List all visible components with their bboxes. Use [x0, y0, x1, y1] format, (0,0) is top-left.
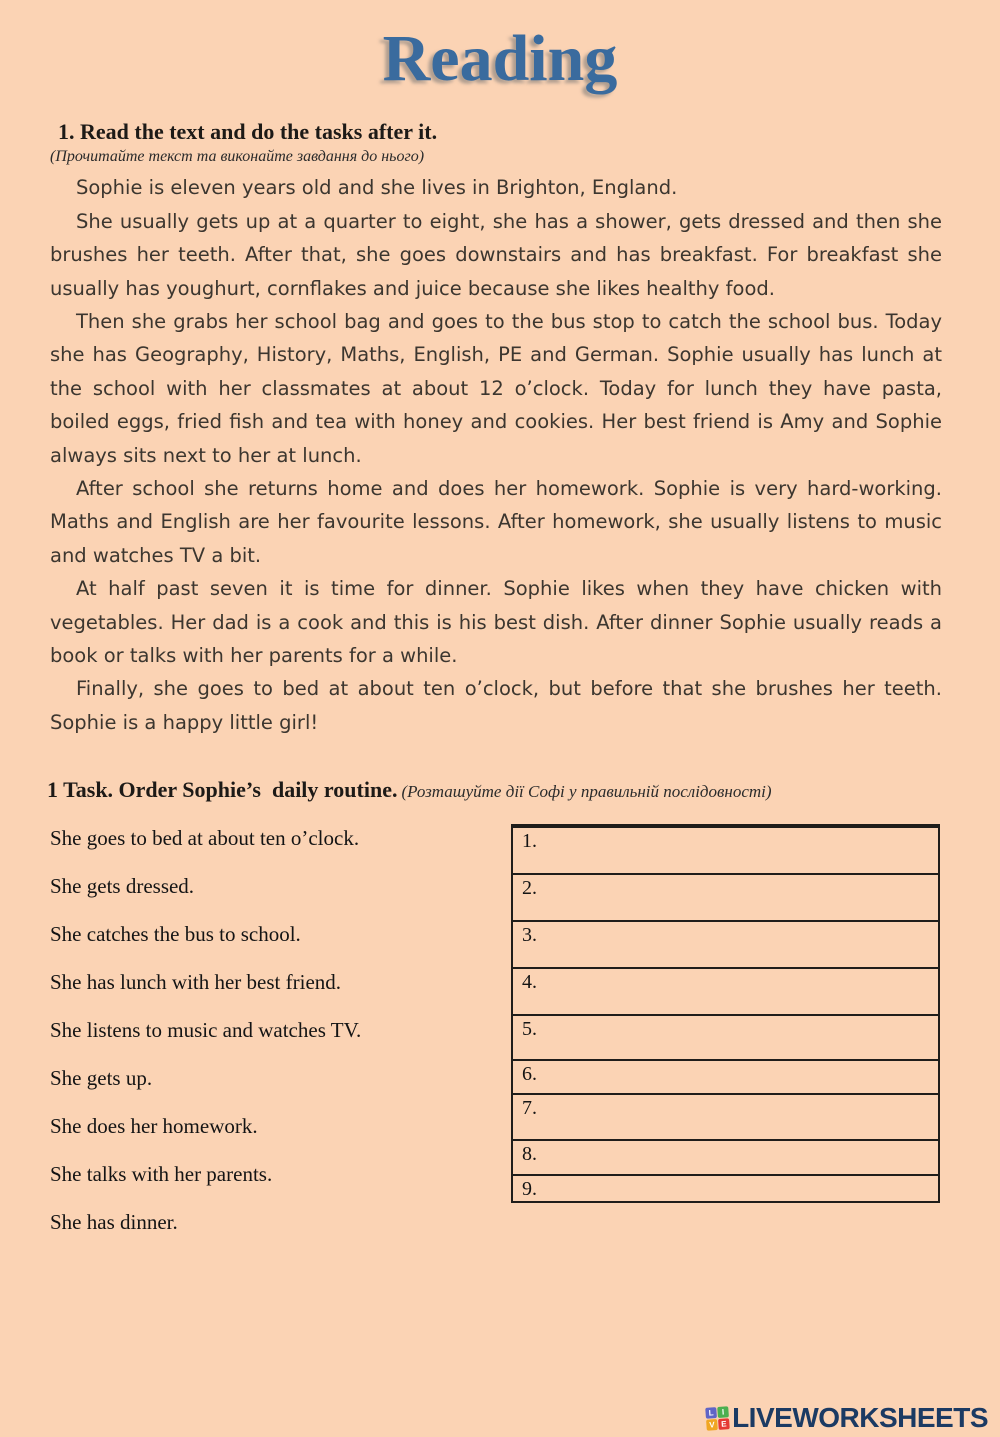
answer-cell[interactable]: 9.: [513, 1174, 938, 1201]
paragraph: Then she grabs her school bag and goes to the bus stop to catch the school bus. Today she has Geography, History, Maths, English, PE and German. Sophie usually has lunch at the school with her classmates at about 12 o’clock. Today for lunch they have pasta, boiled eggs, fried fish and tea with honey and cookies. Her best friend is Amy and Sophie always sits next to her at lunch.: [50, 309, 942, 467]
order-task-heading: 1 Task. Order Sophie’s daily routine.: [47, 777, 398, 803]
order-task-heading-row: [47, 776, 940, 804]
routine-list: [50, 824, 511, 1258]
reading-text: [50, 171, 942, 739]
logo-tile: E: [718, 1418, 730, 1430]
answer-cell[interactable]: 7.: [513, 1093, 938, 1139]
routine-item: She gets up.: [50, 1065, 153, 1090]
routine-item: She talks with her parents.: [50, 1161, 273, 1186]
liveworksheets-logo: [706, 1402, 988, 1434]
answer-cell[interactable]: 6.: [513, 1059, 938, 1093]
answer-table: [511, 824, 940, 1203]
routine-item: She goes to bed at about ten o’clock.: [50, 825, 360, 850]
routine-item: She gets dressed.: [50, 873, 195, 898]
paragraph: Finally, she goes to bed at about ten o’clock, but before that she brushes her teeth. Sophie is a happy little girl!: [50, 677, 942, 734]
answer-cell[interactable]: 1.: [513, 826, 938, 873]
order-task-body: [50, 824, 940, 1258]
answer-cell[interactable]: 3.: [513, 920, 938, 967]
routine-item: She has dinner.: [50, 1209, 178, 1234]
answer-cell[interactable]: 2.: [513, 873, 938, 920]
liveworksheets-wordmark: LIVEWORKSHEETS: [732, 1402, 988, 1433]
paragraph: She usually gets up at a quarter to eight, she has a shower, gets dressed and then she brushes her teeth. After that, she goes downstairs and has breakfast. For breakfast she usually has youghurt, cornflakes and juice because she likes healthy food.: [50, 209, 942, 300]
answer-cell[interactable]: 5.: [513, 1014, 938, 1059]
paragraph: After school she returns home and does her homework. Sophie is very hard-working. Maths and English are her favourite lessons. After homework, she usually listens to music and watches TV a bit.: [50, 476, 942, 567]
routine-item: She does her homework.: [50, 1113, 258, 1138]
logo-tile: L: [705, 1407, 717, 1419]
answer-cell[interactable]: 4.: [513, 967, 938, 1014]
paragraph: Sophie is eleven years old and she lives in Brighton, England.: [76, 176, 678, 200]
liveworksheets-tiles-icon: [705, 1406, 730, 1431]
routine-item: She has lunch with her best friend.: [50, 969, 342, 994]
paragraph: At half past seven it is time for dinner. Sophie likes when they have chicken with vegetables. Her dad is a cook and this is his best dish. After dinner Sophie usually reads a book or talks with her parents for a while.: [50, 577, 942, 667]
routine-item: She listens to music and watches TV.: [50, 1017, 362, 1042]
order-task-heading-translation: (Розташуйте дії Софі у правильній послідовності): [401, 782, 772, 802]
task1-heading-translation: (Прочитайте текст та виконайте завдання до нього): [50, 148, 425, 166]
task1-heading: 1. Read the text and do the tasks after it.: [58, 119, 438, 145]
logo-tile: I: [717, 1406, 729, 1418]
answer-cell[interactable]: 8.: [513, 1139, 938, 1174]
page-title: Reading: [382, 22, 618, 95]
logo-tile: V: [706, 1419, 718, 1431]
routine-item: She catches the bus to school.: [50, 921, 301, 946]
